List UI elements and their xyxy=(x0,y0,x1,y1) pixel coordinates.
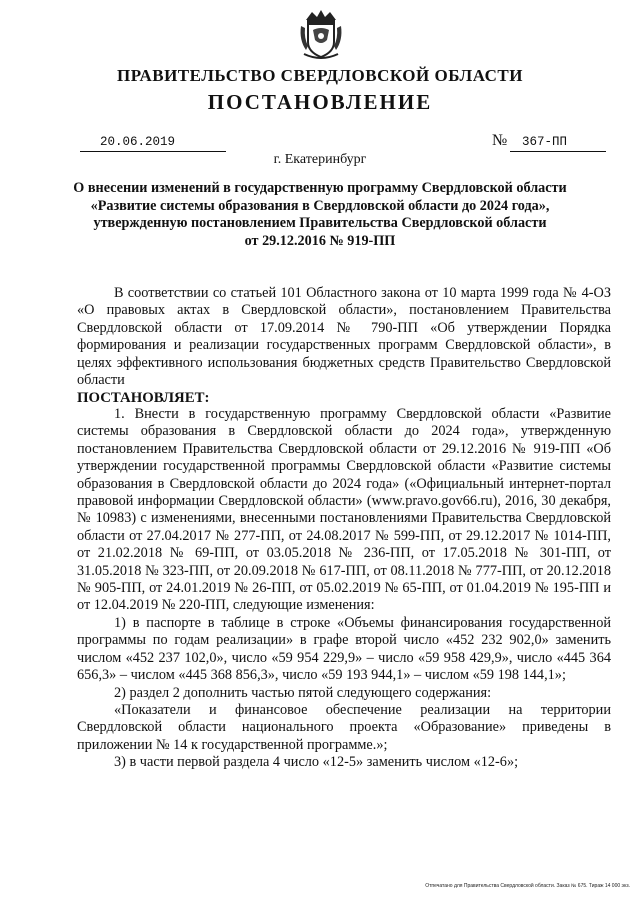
coat-of-arms-icon xyxy=(298,6,344,62)
paragraph: 2) раздел 2 дополнить частью пятой следующего содержания: xyxy=(114,684,492,701)
title-line: «Развитие системы образования в Свердловской области до 2024 года», xyxy=(90,197,550,214)
number-sign: № xyxy=(492,132,508,149)
government-name: ПРАВИТЕЛЬСТВО СВЕРДЛОВСКОЙ ОБЛАСТИ xyxy=(117,66,523,85)
print-footer: Отпечатано для Правительства Свердловской области. Заказ № 675. Тираж 14 000 экз. xyxy=(425,883,630,889)
paragraph: 1. Внести в государственную программу Свердловской области «Развитие системы образования в Свердловской области до 2024 года», утвержденную постановлением Правительства Свердловской области от 29.12.2016 № 919-ПП «Об утверждении государственной программы Свердловской области «Развитие системы образования в Свердловской области до 2024 года» («Официальный интернет-портал правовой информации Свердловской области» (www.pravo.gov66.ru), 2016, 30 декабря, № 10983) с изменениями, внесенными постановлениями Правительства Свердловской области от 27.04.2017 № 277-ПП, от 24.08.2017 № 599-ПП, от 29.12.2017 № 1014-ПП, от 21.02.2018 № 69-ПП, от 03.05.2018 № 236-ПП, от 17.05.2018 № 301-ПП, от 31.05.2018 № 323-ПП, от 20.09.2018 № 617-ПП, от 08.11.2018 № 777-ПП, от 20.12.2018 № 905-ПП, от 24.01.2019 № 26-ПП, от 05.02.2019 № 65-ПП, от 01.04.2019 № 195-ПП и от 12.04.2019 № 220-ПП, следующие изменения: xyxy=(77,406,611,614)
decree-date: 20.06.2019 xyxy=(100,135,176,149)
resolves-heading: ПОСТАНОВЛЯЕТ: xyxy=(77,390,210,406)
title-line: утвержденную постановлением Правительства Свердловской области xyxy=(93,215,547,231)
document-type: ПОСТАНОВЛЕНИЕ xyxy=(207,90,433,114)
decree-title xyxy=(60,180,580,250)
paragraph: «Показатели и финансовое обеспечение реализации на территории Свердловской области национального проекта «Образование» приведены в приложении № 14 к государственной программе.»; xyxy=(77,701,611,753)
decree-body xyxy=(77,406,611,772)
title-line: от 29.12.2016 № 919-ПП xyxy=(244,232,396,249)
preamble-text: В соответствии со статьей 101 Областного закона от 10 марта 1999 года № 4-ОЗ «О правовых актах в Свердловской области», постановлением Правительства Свердловской области от 17.09.2014 № 790-ПП «Об утверждении Порядка формирования и реализации государственных программ Свердловской области», в целях эффективного использования бюджетных средств Правительство Свердловской области xyxy=(77,285,611,389)
paragraph: 3) в части первой раздела 4 число «12-5» заменить числом «12-6»; xyxy=(114,754,519,771)
paragraph: 1) в паспорте в таблице в строке «Объемы финансирования государственной программы по годам реализации» в графе второй число «452 232 902,0» заменить числом «452 237 102,0», число «59 954 229,9» – число «59 958 429,9», число «445 364 656,3» – числом «445 368 856,3», число «59 193 944,1» – числом «59 198 144,1»; xyxy=(77,614,611,684)
decree-number: 367-ПП xyxy=(522,135,568,149)
title-line: О внесении изменений в государственную программу Свердловской области xyxy=(73,180,567,196)
city: г. Екатеринбург xyxy=(273,152,367,167)
preamble xyxy=(77,285,611,389)
